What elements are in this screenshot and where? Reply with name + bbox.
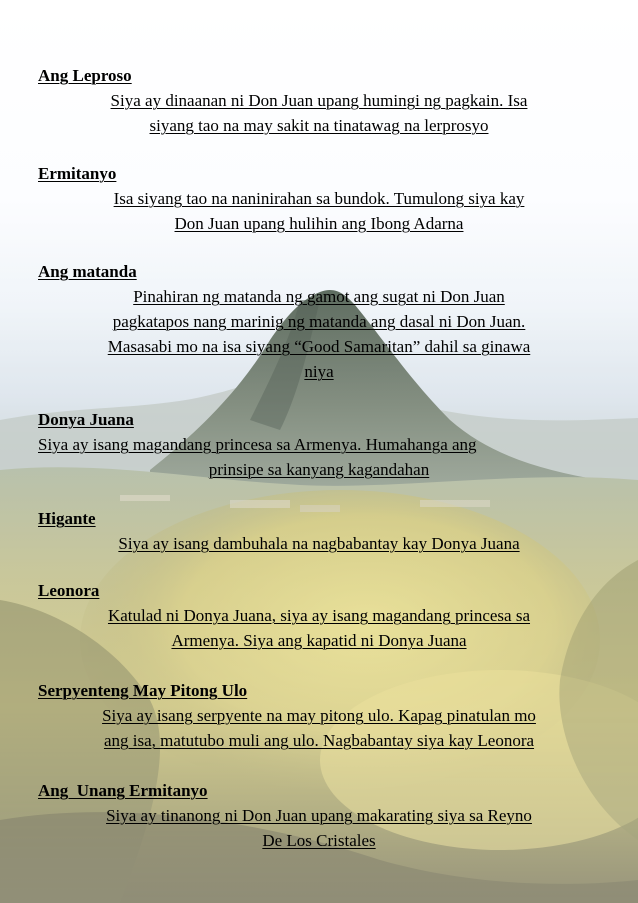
character-entry-donya-juana <box>38 409 600 482</box>
description-line: Siya ay isang magandang princesa sa Armenya. Humahanga ang <box>38 435 477 454</box>
character-description <box>38 703 600 753</box>
description-line: prinsipe sa kanyang kagandahan <box>208 460 430 479</box>
character-name: Ang Leproso <box>38 66 132 85</box>
character-entry-serpyenteng-may-pitong-ulo <box>38 680 600 753</box>
character-name: Serpyenteng May Pitong Ulo <box>38 681 248 700</box>
description-line: Katulad ni Donya Juana, siya ay isang magandang princesa sa <box>107 606 531 625</box>
character-entry-ang-leproso <box>38 65 600 138</box>
character-description <box>38 432 600 482</box>
description-line: pagkatapos nang marinig ng matanda ang dasal ni Don Juan. <box>112 312 526 331</box>
description-line: Siya ay dinaanan ni Don Juan upang humingi ng pagkain. Isa <box>110 91 528 110</box>
character-name: Ang Unang Ermitanyo <box>38 781 208 800</box>
character-entry-ang-matanda <box>38 261 600 384</box>
character-description <box>38 803 600 853</box>
description-line: Siya ay isang serpyente na may pitong ulo. Kapag pinatulan mo <box>102 706 536 725</box>
description-line: Isa siyang tao na naninirahan sa bundok. Tumulong siya kay <box>113 189 525 208</box>
character-name: Leonora <box>38 581 100 600</box>
description-line: ang isa, matutubo muli ang ulo. Nagbabantay siya kay Leonora <box>103 731 535 750</box>
character-description <box>38 186 600 236</box>
character-name: Ang matanda <box>38 262 137 281</box>
character-description <box>38 88 600 138</box>
character-entry-higante <box>38 508 600 556</box>
description-line: Pinahiran ng matanda ng gamot ang sugat ni Don Juan <box>133 287 505 306</box>
character-description <box>38 603 600 653</box>
character-name: Ermitanyo <box>38 164 117 183</box>
description-line: De Los Cristales <box>262 831 376 850</box>
description-line: Siya ay tinanong ni Don Juan upang makarating siya sa Reyno <box>106 806 532 825</box>
character-entry-leonora <box>38 580 600 653</box>
character-description <box>38 284 600 384</box>
character-name: Donya Juana <box>38 410 134 429</box>
character-entry-ermitanyo <box>38 163 600 236</box>
description-line: Masasabi mo na isa siyang “Good Samaritan” dahil sa ginawa <box>107 337 531 356</box>
description-line: Don Juan upang hulihin ang Ibong Adarna <box>174 214 464 233</box>
character-name: Higante <box>38 509 96 528</box>
description-line: Siya ay isang dambuhala na nagbabantay kay Donya Juana <box>118 534 520 553</box>
description-line: Armenya. Siya ang kapatid ni Donya Juana <box>171 631 467 650</box>
character-entry-ang-unang-ermitanyo <box>38 780 600 853</box>
description-line: siyang tao na may sakit na tinatawag na lerprosyo <box>149 116 489 135</box>
description-line: niya <box>304 362 334 381</box>
character-description <box>38 531 600 556</box>
